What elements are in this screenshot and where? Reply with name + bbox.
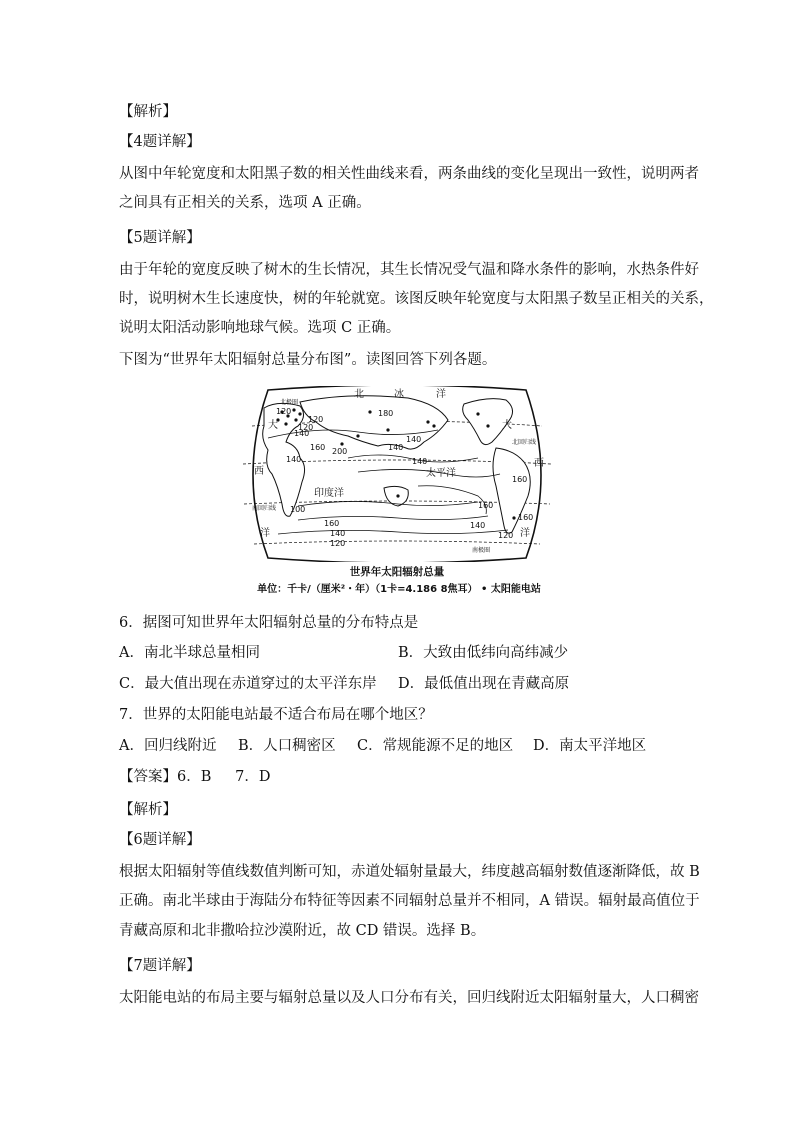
label-da-right: 大: [502, 420, 512, 431]
map-figure: [238, 386, 556, 562]
contour-label: 140: [406, 435, 422, 444]
q6-option-a: A．南北半球总量相同: [119, 645, 260, 661]
contour-label: 100: [290, 505, 306, 514]
q6-detail-heading: 【6题详解】: [119, 832, 201, 848]
contour-label: 140: [412, 457, 428, 466]
contour-label: 160: [512, 475, 528, 484]
contour-label: 140: [286, 455, 302, 464]
q6-stem: 6．据图可知世界年太阳辐射总量的分布特点是: [119, 615, 419, 631]
label-xi-right: 西: [534, 458, 544, 469]
map-caption-unit: [242, 580, 556, 595]
q7-detail-heading: 【7题详解】: [119, 958, 201, 974]
label-tropic-n: 北回归线: [512, 439, 537, 446]
contour-label: 160: [310, 443, 326, 452]
figure-intro: 下图为“世界年太阳辐射总量分布图”。读图回答下列各题。: [119, 352, 497, 368]
q6-option-b: B．大致由低纬向高纬减少: [398, 645, 569, 661]
map-legend-power-station: • 太阳能电站: [481, 584, 541, 595]
contour-label: 180: [378, 409, 394, 418]
label-ice: 冰: [394, 389, 404, 400]
label-ocean-1: 洋: [436, 389, 446, 400]
label-yang-right: 洋: [520, 528, 530, 539]
label-da-left: 大: [268, 420, 278, 431]
label-north: 北: [354, 389, 364, 400]
contour-label: 140: [470, 521, 486, 530]
q5-detail-heading: 【5题详解】: [119, 230, 201, 246]
label-yang-left: 洋: [260, 528, 270, 539]
q6-option-d: D．最低值出现在青藏高原: [398, 676, 570, 692]
contour-label: 200: [332, 447, 348, 456]
q4-detail-heading: 【4题详解】: [119, 134, 201, 150]
q4-explanation-line-2: 之间具有正相关的关系，选项 A 正确。: [119, 195, 371, 211]
contour-label: 160: [324, 519, 340, 528]
contour-label: 120: [298, 423, 314, 432]
label-antarctic: 南极圈: [472, 547, 491, 554]
contour-label: 120: [308, 415, 324, 424]
map-unit-text: 单位：千卡/（厘米²・年）（1卡=4.186 8焦耳）: [257, 584, 478, 595]
contour-label: 160: [478, 501, 494, 510]
contour-label: 140: [388, 443, 404, 452]
contour-label: 160: [518, 513, 534, 522]
q6-explanation-line-3: 青藏高原和北非撒哈拉沙漠附近，故 CD 错误。选择 B。: [119, 923, 486, 939]
label-pacific: 太平洋: [426, 468, 456, 479]
q6-explanation-line-1: 根据太阳辐射等值线数值判断可知，赤道处辐射量最大，纬度越高辐射数值逐渐降低，故 B: [119, 864, 700, 880]
q7-stem: 7．世界的太阳能电站最不适合布局在哪个地区？: [119, 707, 433, 723]
q6-option-c: C．最大值出现在赤道穿过的太平洋东岸: [119, 676, 377, 692]
q5-explanation-line-3: 说明太阳活动影响地球气候。选项 C 正确。: [119, 320, 401, 336]
q7-explanation-line-1: 太阳能电站的布局主要与辐射总量以及人口分布有关，回归线附近太阳辐射量大，人口稠密: [119, 990, 699, 1006]
q7-option-a: A．回归线附近: [119, 738, 217, 754]
contour-label: 120: [276, 407, 292, 416]
q7-option-d: D．南太平洋地区: [533, 738, 647, 754]
q4-explanation-line-1: 从图中年轮宽度和太阳黑子数的相关性曲线来看，两条曲线的变化呈现出一致性，说明两者: [119, 166, 699, 182]
q7-option-b: B．人口稠密区: [238, 738, 336, 754]
label-tropic-s: 南回归线: [252, 505, 277, 512]
contour-label: 120: [498, 531, 514, 540]
analysis-heading-2: 【解析】: [119, 802, 177, 818]
answer-line: 【答案】6．B 7．D: [119, 769, 271, 785]
q5-explanation-line-1: 由于年轮的宽度反映了树木的生长情况，其生长情况受气温和降水条件的影响，水热条件好: [119, 262, 699, 278]
contour-label: 140: [330, 529, 346, 538]
label-arctic-circle: 北极圈: [280, 399, 299, 406]
q6-explanation-line-2: 正确。南北半球由于海陆分布特征等因素不同辐射总量并不相同，A 错误。辐射最高值位于: [119, 893, 700, 909]
q7-option-c: C．常规能源不足的地区: [357, 738, 514, 754]
label-xi-left: 西: [254, 466, 264, 477]
world-solar-radiation-map: [238, 386, 556, 598]
contour-label: 140: [294, 429, 310, 438]
contour-label: 120: [330, 539, 346, 548]
label-indian: 印度洋: [314, 488, 344, 499]
map-caption-title: 世界年太阳辐射总量: [349, 566, 445, 578]
q5-explanation-line-2: 时，说明树木生长速度快，树的年轮就宽。该图反映年轮宽度与太阳黑子数呈正相关的关系，: [119, 291, 714, 307]
analysis-heading: 【解析】: [119, 104, 177, 120]
